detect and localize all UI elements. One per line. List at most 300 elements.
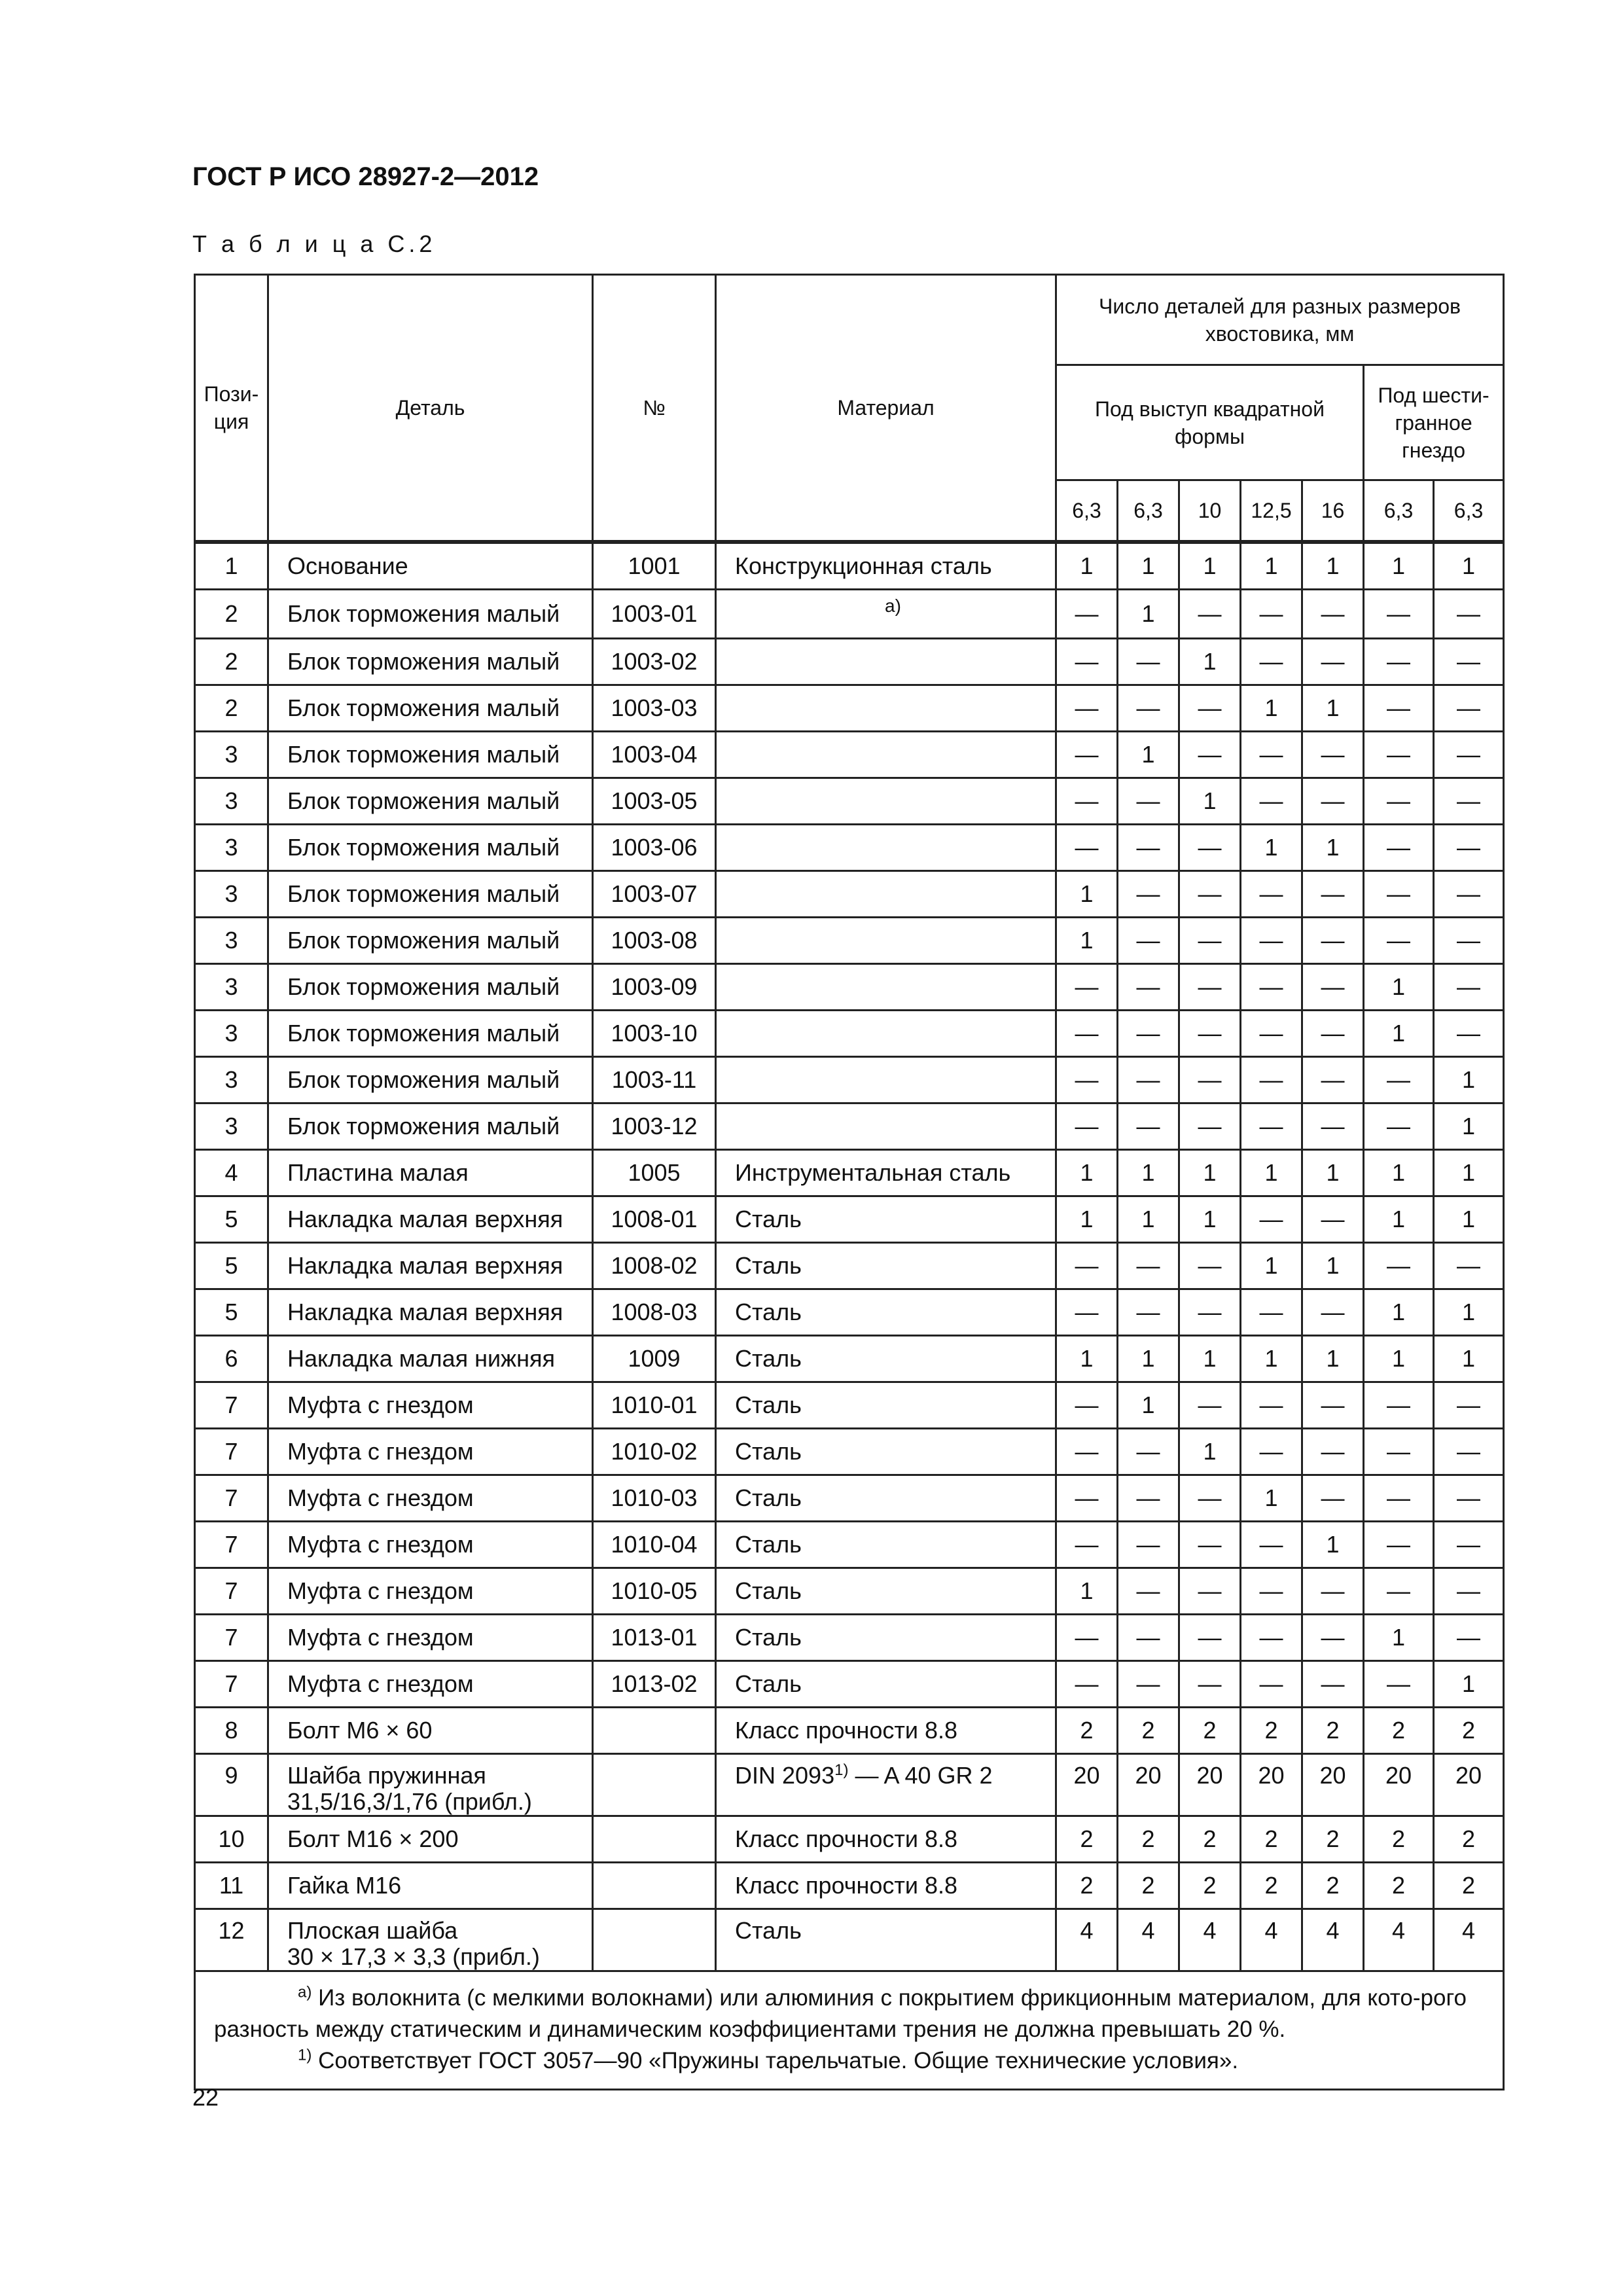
material-text: Сталь — [735, 1530, 802, 1558]
footnote-a-mark: а) — [298, 1982, 312, 2001]
cell-quantity: — — [1434, 1242, 1504, 1289]
cell-quantity: — — [1056, 1428, 1118, 1475]
cell-quantity: — — [1179, 1289, 1241, 1335]
footnote-1 — [214, 2045, 1484, 2077]
cell-quantity: 2 — [1179, 1816, 1241, 1862]
cell-quantity: 2 — [1179, 1862, 1241, 1909]
cell-quantity: 2 — [1364, 1862, 1434, 1909]
cell-quantity: — — [1302, 963, 1364, 1010]
cell-number: 1013-02 — [593, 1660, 716, 1707]
material-text: Класс прочности 8.8 — [735, 1871, 958, 1899]
cell-quantity: 1 — [1179, 1335, 1241, 1382]
cell-quantity: 1 — [1364, 542, 1434, 590]
cell-number: 1005 — [593, 1149, 716, 1196]
cell-position: 7 — [195, 1428, 268, 1475]
material-text: Класс прочности 8.8 — [735, 1716, 958, 1744]
cell-quantity: — — [1118, 1103, 1179, 1149]
cell-number — [593, 1909, 716, 1971]
table-body — [195, 542, 1504, 2090]
table-row — [195, 1103, 1504, 1149]
cell-material — [716, 1428, 1056, 1475]
cell-quantity: 1 — [1056, 1196, 1118, 1242]
cell-quantity: — — [1056, 1056, 1118, 1103]
cell-quantity: — — [1302, 731, 1364, 778]
cell-quantity: — — [1241, 1196, 1302, 1242]
table-row — [195, 1242, 1504, 1289]
footnote-1-mark: 1) — [298, 2045, 312, 2064]
cell-quantity: — — [1118, 1242, 1179, 1289]
column-header-square — [1056, 365, 1364, 480]
cell-quantity: 1 — [1434, 1289, 1504, 1335]
cell-quantity: 1 — [1118, 731, 1179, 778]
cell-detail: Блок торможения малый — [268, 870, 593, 917]
cell-quantity: — — [1118, 1010, 1179, 1056]
cell-quantity: — — [1241, 1103, 1302, 1149]
cell-quantity: — — [1302, 1475, 1364, 1521]
cell-position: 8 — [195, 1707, 268, 1753]
cell-quantity: 2 — [1241, 1707, 1302, 1753]
cell-material — [716, 1475, 1056, 1521]
cell-quantity: — — [1179, 1242, 1241, 1289]
cell-detail: Накладка малая верхняя — [268, 1196, 593, 1242]
cell-number: 1003-05 — [593, 778, 716, 824]
cell-quantity: 2 — [1434, 1862, 1504, 1909]
table-row — [195, 1521, 1504, 1568]
cell-quantity: — — [1056, 824, 1118, 870]
cell-number: 1003-06 — [593, 824, 716, 870]
size-header: 6,3 — [1056, 480, 1118, 542]
cell-position: 3 — [195, 917, 268, 963]
cell-quantity: — — [1118, 685, 1179, 731]
material-text: Сталь — [735, 1577, 802, 1604]
material-text: Сталь — [735, 1437, 802, 1465]
cell-number: 1008-01 — [593, 1196, 716, 1242]
cell-detail: Муфта с гнездом — [268, 1660, 593, 1707]
material-text: Сталь — [735, 1484, 802, 1511]
cell-quantity: — — [1434, 685, 1504, 731]
cell-quantity: — — [1179, 1614, 1241, 1660]
table-row — [195, 1149, 1504, 1196]
table-row — [195, 1335, 1504, 1382]
cell-quantity: — — [1179, 1475, 1241, 1521]
cell-quantity: 2 — [1056, 1816, 1118, 1862]
cell-material — [716, 1816, 1056, 1862]
cell-quantity: 4 — [1302, 1909, 1364, 1971]
cell-quantity: — — [1434, 824, 1504, 870]
table-row — [195, 1475, 1504, 1521]
cell-quantity: — — [1434, 1428, 1504, 1475]
table-row — [195, 1010, 1504, 1056]
column-header-number — [593, 275, 716, 542]
table-row — [195, 870, 1504, 917]
cell-quantity: — — [1434, 917, 1504, 963]
cell-quantity: — — [1364, 778, 1434, 824]
cell-quantity: 1 — [1364, 1010, 1434, 1056]
cell-quantity: — — [1302, 1614, 1364, 1660]
cell-quantity: — — [1434, 731, 1504, 778]
cell-material — [716, 778, 1056, 824]
table-row — [195, 963, 1504, 1010]
cell-position: 3 — [195, 1010, 268, 1056]
cell-quantity: — — [1302, 589, 1364, 638]
table-row — [195, 1660, 1504, 1707]
cell-quantity: 1 — [1434, 1335, 1504, 1382]
cell-quantity: — — [1056, 1521, 1118, 1568]
cell-material — [716, 1382, 1056, 1428]
cell-quantity: — — [1056, 1475, 1118, 1521]
cell-quantity: — — [1241, 778, 1302, 824]
cell-quantity: — — [1241, 1660, 1302, 1707]
cell-quantity: 2 — [1241, 1862, 1302, 1909]
cell-detail: Блок торможения малый — [268, 1056, 593, 1103]
size-header: 12,5 — [1241, 480, 1302, 542]
cell-detail: Болт М6 × 60 — [268, 1707, 593, 1753]
document-header: ГОСТ Р ИСО 28927-2—2012 — [192, 162, 539, 191]
cell-quantity: — — [1179, 1382, 1241, 1428]
cell-material — [716, 1103, 1056, 1149]
cell-number: 1010-04 — [593, 1521, 716, 1568]
cell-quantity: 1 — [1302, 685, 1364, 731]
cell-detail: Плоская шайба 30 × 17,3 × 3,3 (прибл.) — [268, 1909, 593, 1971]
cell-quantity: — — [1364, 731, 1434, 778]
material-text: Сталь — [735, 1670, 802, 1697]
cell-material — [716, 731, 1056, 778]
cell-number — [593, 1816, 716, 1862]
cell-quantity: — — [1179, 1568, 1241, 1614]
cell-quantity: — — [1364, 870, 1434, 917]
material-text: DIN 2093 — [735, 1761, 835, 1789]
cell-position: 5 — [195, 1242, 268, 1289]
cell-quantity: — — [1241, 1056, 1302, 1103]
cell-detail: Блок торможения малый — [268, 731, 593, 778]
size-header: 6,3 — [1364, 480, 1434, 542]
cell-detail: Накладка малая верхняя — [268, 1242, 593, 1289]
column-header-hex — [1364, 365, 1504, 480]
cell-material — [716, 1149, 1056, 1196]
cell-quantity: — — [1056, 1010, 1118, 1056]
table-row — [195, 1382, 1504, 1428]
cell-quantity: 1 — [1056, 1335, 1118, 1382]
column-header-material-label: Материал — [837, 395, 935, 420]
cell-number: 1010-02 — [593, 1428, 716, 1475]
cell-quantity: 1 — [1118, 1196, 1179, 1242]
cell-quantity: — — [1434, 870, 1504, 917]
cell-quantity: 2 — [1302, 1816, 1364, 1862]
cell-quantity: — — [1302, 1196, 1364, 1242]
page-number: 22 — [192, 2084, 219, 2111]
cell-position: 3 — [195, 824, 268, 870]
cell-quantity: 2 — [1118, 1707, 1179, 1753]
cell-quantity: 1 — [1434, 1660, 1504, 1707]
size-header: 10 — [1179, 480, 1241, 542]
cell-quantity: 1 — [1434, 1149, 1504, 1196]
cell-material — [716, 1056, 1056, 1103]
table-row — [195, 1289, 1504, 1335]
cell-quantity: — — [1056, 1289, 1118, 1335]
cell-quantity: — — [1118, 1614, 1179, 1660]
cell-material — [716, 870, 1056, 917]
cell-quantity: — — [1302, 1428, 1364, 1475]
cell-number: 1003-07 — [593, 870, 716, 917]
cell-quantity: — — [1241, 638, 1302, 685]
cell-material — [716, 1614, 1056, 1660]
cell-quantity: — — [1302, 870, 1364, 917]
cell-detail: Пластина малая — [268, 1149, 593, 1196]
footnote-ref: 1) — [834, 1761, 849, 1779]
cell-quantity: — — [1434, 638, 1504, 685]
cell-quantity: 1 — [1118, 589, 1179, 638]
cell-position: 7 — [195, 1521, 268, 1568]
cell-quantity: — — [1056, 1614, 1118, 1660]
material-text: Инструментальная сталь — [735, 1158, 1011, 1186]
cell-quantity: — — [1302, 1010, 1364, 1056]
cell-quantity: — — [1056, 731, 1118, 778]
cell-quantity: — — [1241, 917, 1302, 963]
cell-quantity: 20 — [1118, 1753, 1179, 1816]
cell-quantity: — — [1056, 1660, 1118, 1707]
cell-quantity: 2 — [1364, 1707, 1434, 1753]
cell-quantity: — — [1364, 1568, 1434, 1614]
table-row — [195, 1862, 1504, 1909]
cell-detail: Накладка малая нижняя — [268, 1335, 593, 1382]
cell-number: 1010-01 — [593, 1382, 716, 1428]
cell-number: 1003-04 — [593, 731, 716, 778]
cell-quantity: 2 — [1434, 1707, 1504, 1753]
cell-material — [716, 1660, 1056, 1707]
column-header-square-label: Под выступ квадратной формы — [1095, 397, 1325, 448]
cell-position: 5 — [195, 1196, 268, 1242]
cell-quantity: 1 — [1241, 685, 1302, 731]
cell-quantity: — — [1364, 1242, 1434, 1289]
material-text: Сталь — [735, 1916, 802, 1944]
column-header-detail-label: Деталь — [395, 395, 465, 420]
cell-quantity: 1 — [1241, 1242, 1302, 1289]
table-row — [195, 1056, 1504, 1103]
cell-position: 7 — [195, 1475, 268, 1521]
cell-number: 1010-05 — [593, 1568, 716, 1614]
cell-quantity: — — [1056, 685, 1118, 731]
table-footnotes — [195, 1971, 1504, 2089]
cell-quantity: 1 — [1179, 1428, 1241, 1475]
cell-quantity: — — [1179, 1660, 1241, 1707]
cell-quantity: — — [1241, 589, 1302, 638]
cell-quantity: 2 — [1434, 1816, 1504, 1862]
cell-number: 1008-02 — [593, 1242, 716, 1289]
cell-quantity: 4 — [1434, 1909, 1504, 1971]
cell-material — [716, 1335, 1056, 1382]
cell-quantity: — — [1056, 963, 1118, 1010]
cell-quantity: — — [1364, 1382, 1434, 1428]
column-header-detail — [268, 275, 593, 542]
cell-position: 10 — [195, 1816, 268, 1862]
cell-quantity: 1 — [1241, 1335, 1302, 1382]
cell-quantity: — — [1302, 1289, 1364, 1335]
cell-material — [716, 589, 1056, 638]
table-row — [195, 917, 1504, 963]
footnote-ref: а) — [885, 595, 901, 616]
cell-quantity: — — [1364, 638, 1434, 685]
cell-number: 1003-10 — [593, 1010, 716, 1056]
cell-quantity: 1 — [1118, 1382, 1179, 1428]
cell-quantity: — — [1241, 1521, 1302, 1568]
cell-material — [716, 1010, 1056, 1056]
cell-quantity: — — [1118, 824, 1179, 870]
material-text: Конструкционная сталь — [735, 552, 992, 579]
cell-quantity: 2 — [1056, 1862, 1118, 1909]
cell-quantity: — — [1056, 589, 1118, 638]
cell-material — [716, 1753, 1056, 1816]
cell-quantity: — — [1434, 1568, 1504, 1614]
cell-quantity: 1 — [1056, 870, 1118, 917]
cell-quantity: — — [1302, 1382, 1364, 1428]
cell-quantity: 1 — [1179, 778, 1241, 824]
column-header-position — [195, 275, 268, 542]
cell-quantity: — — [1241, 1010, 1302, 1056]
cell-quantity: 1 — [1364, 1196, 1434, 1242]
cell-number: 1003-12 — [593, 1103, 716, 1149]
cell-quantity: 1 — [1241, 824, 1302, 870]
cell-number: 1009 — [593, 1335, 716, 1382]
table-row — [195, 1568, 1504, 1614]
cell-quantity: — — [1364, 1428, 1434, 1475]
cell-quantity: 1 — [1179, 1149, 1241, 1196]
cell-quantity: — — [1179, 1521, 1241, 1568]
cell-quantity: — — [1056, 1382, 1118, 1428]
cell-quantity: 1 — [1118, 1149, 1179, 1196]
cell-number: 1010-03 — [593, 1475, 716, 1521]
table-row — [195, 1816, 1504, 1862]
cell-position: 2 — [195, 589, 268, 638]
material-text: Сталь — [735, 1205, 802, 1232]
cell-detail: Муфта с гнездом — [268, 1568, 593, 1614]
cell-position: 11 — [195, 1862, 268, 1909]
cell-number: 1003-01 — [593, 589, 716, 638]
cell-quantity: — — [1118, 778, 1179, 824]
cell-quantity: 4 — [1179, 1909, 1241, 1971]
cell-position: 4 — [195, 1149, 268, 1196]
cell-quantity: 1 — [1302, 1149, 1364, 1196]
cell-quantity: 1 — [1241, 542, 1302, 590]
cell-quantity: 20 — [1302, 1753, 1364, 1816]
cell-quantity: — — [1179, 963, 1241, 1010]
table-row — [195, 1753, 1504, 1816]
cell-position: 2 — [195, 685, 268, 731]
cell-quantity: — — [1241, 963, 1302, 1010]
cell-material — [716, 1289, 1056, 1335]
table-row — [195, 1909, 1504, 1971]
cell-quantity: 1 — [1302, 1242, 1364, 1289]
cell-quantity: 20 — [1364, 1753, 1434, 1816]
cell-quantity: — — [1302, 1568, 1364, 1614]
cell-quantity: 1 — [1434, 1056, 1504, 1103]
table-row — [195, 542, 1504, 590]
cell-quantity: — — [1118, 870, 1179, 917]
cell-material — [716, 685, 1056, 731]
cell-quantity: — — [1364, 917, 1434, 963]
cell-number: 1003-02 — [593, 638, 716, 685]
column-header-hex-label: Под шести- гранное гнездо — [1378, 383, 1489, 462]
cell-position: 3 — [195, 1103, 268, 1149]
footnote-1-text: Соответствует ГОСТ 3057—90 «Пружины тарельчатые. Общие технические условия». — [318, 2047, 1239, 2073]
cell-quantity: 1 — [1056, 917, 1118, 963]
cell-quantity: — — [1179, 917, 1241, 963]
cell-quantity: — — [1434, 589, 1504, 638]
cell-quantity: — — [1434, 1521, 1504, 1568]
cell-quantity: — — [1241, 870, 1302, 917]
cell-position: 2 — [195, 638, 268, 685]
cell-quantity: 1 — [1364, 1614, 1434, 1660]
cell-quantity: — — [1179, 685, 1241, 731]
cell-position: 9 — [195, 1753, 268, 1816]
cell-quantity: — — [1179, 1103, 1241, 1149]
column-header-count-group — [1056, 275, 1504, 365]
cell-material — [716, 1568, 1056, 1614]
cell-material — [716, 917, 1056, 963]
cell-material — [716, 1862, 1056, 1909]
cell-detail: Блок торможения малый — [268, 638, 593, 685]
cell-material — [716, 963, 1056, 1010]
cell-quantity: — — [1118, 1475, 1179, 1521]
cell-number — [593, 1707, 716, 1753]
cell-quantity: 2 — [1056, 1707, 1118, 1753]
cell-material — [716, 1521, 1056, 1568]
cell-quantity: — — [1118, 1568, 1179, 1614]
cell-detail: Гайка М16 — [268, 1862, 593, 1909]
cell-quantity: 1 — [1302, 1521, 1364, 1568]
cell-detail: Блок торможения малый — [268, 1010, 593, 1056]
size-header: 16 — [1302, 480, 1364, 542]
cell-quantity: — — [1118, 1428, 1179, 1475]
table-row — [195, 1707, 1504, 1753]
cell-detail: Основание — [268, 542, 593, 590]
cell-quantity: — — [1434, 1382, 1504, 1428]
cell-quantity: — — [1241, 1428, 1302, 1475]
cell-position: 3 — [195, 731, 268, 778]
material-text-suffix: — A 40 GR 2 — [848, 1761, 993, 1789]
cell-quantity: 1 — [1434, 1103, 1504, 1149]
cell-material — [716, 542, 1056, 590]
cell-quantity: — — [1056, 778, 1118, 824]
cell-quantity: 1 — [1434, 542, 1504, 590]
material-text: Сталь — [735, 1344, 802, 1372]
size-header: 6,3 — [1118, 480, 1179, 542]
cell-quantity: 1 — [1364, 1149, 1434, 1196]
table-row — [195, 778, 1504, 824]
cell-detail: Муфта с гнездом — [268, 1521, 593, 1568]
cell-quantity: 2 — [1118, 1816, 1179, 1862]
material-text: Класс прочности 8.8 — [735, 1825, 958, 1852]
cell-detail: Болт М16 × 200 — [268, 1816, 593, 1862]
cell-quantity: — — [1434, 963, 1504, 1010]
cell-quantity: 2 — [1241, 1816, 1302, 1862]
cell-quantity: — — [1302, 1660, 1364, 1707]
cell-detail: Муфта с гнездом — [268, 1382, 593, 1428]
cell-detail: Блок торможения малый — [268, 1103, 593, 1149]
cell-quantity: 1 — [1302, 542, 1364, 590]
cell-quantity: — — [1364, 1475, 1434, 1521]
cell-quantity: 1 — [1302, 824, 1364, 870]
cell-position: 7 — [195, 1568, 268, 1614]
column-header-position-label: Пози- ция — [204, 382, 259, 433]
cell-material — [716, 824, 1056, 870]
cell-quantity: — — [1118, 963, 1179, 1010]
cell-quantity: — — [1302, 917, 1364, 963]
table-row — [195, 589, 1504, 638]
cell-detail: Блок торможения малый — [268, 778, 593, 824]
cell-quantity: 2 — [1118, 1862, 1179, 1909]
cell-quantity: — — [1118, 1660, 1179, 1707]
cell-detail: Блок торможения малый — [268, 589, 593, 638]
